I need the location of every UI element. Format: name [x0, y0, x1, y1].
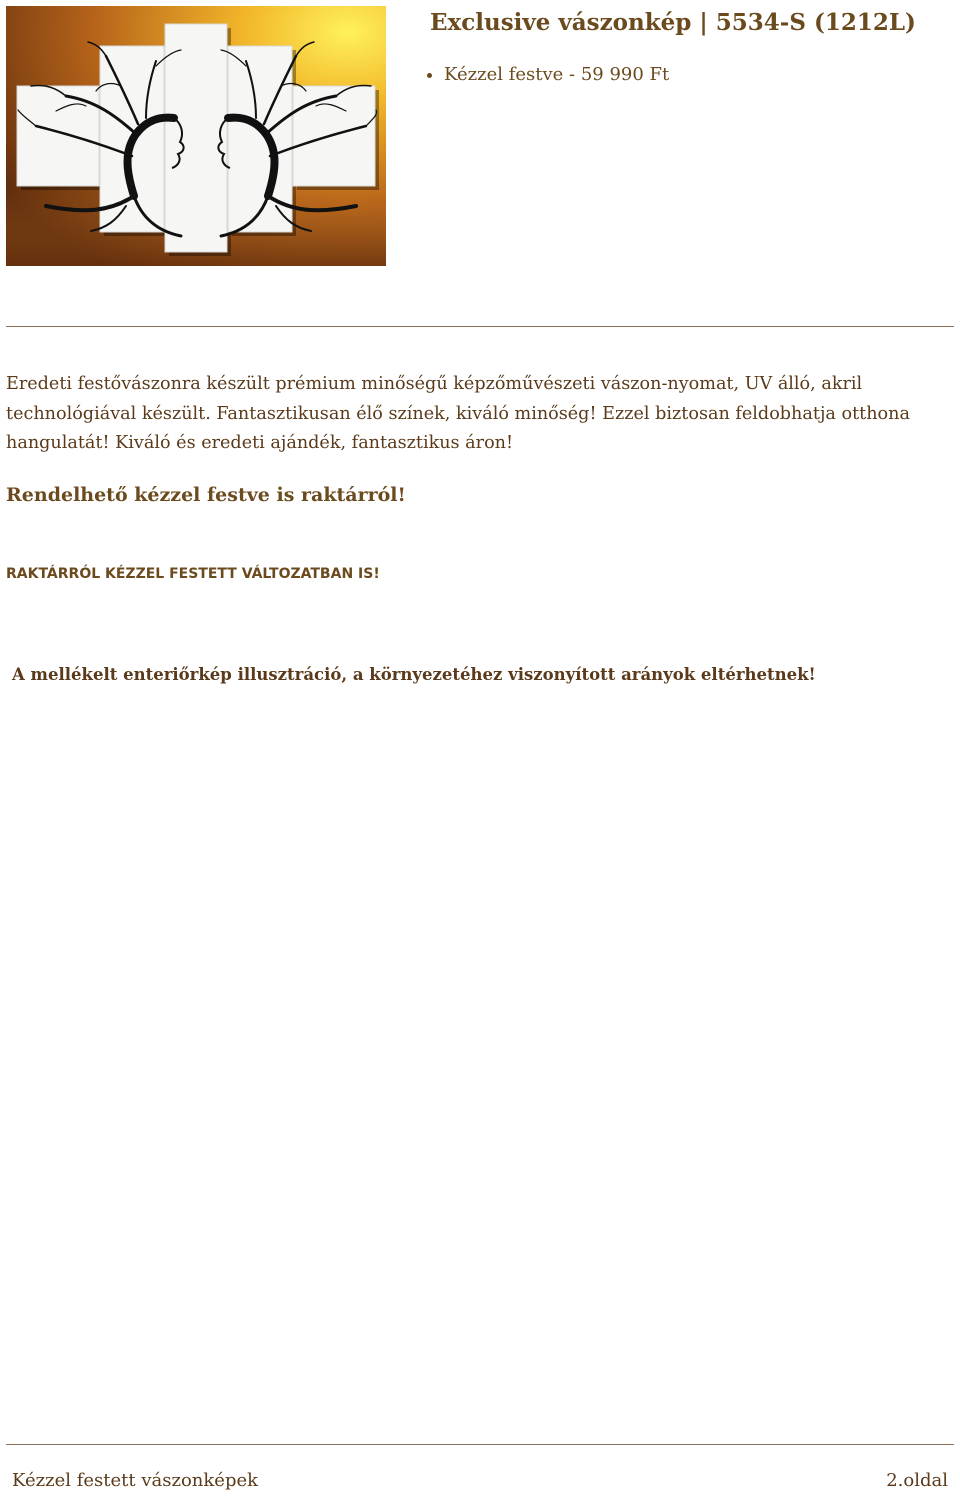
image-disclaimer: A mellékelt enteriőrkép illusztráció, a környezetéhez viszonyított arányok eltérhetnek!	[12, 665, 816, 684]
stock-note: RAKTÁRRÓL KÉZZEL FESTETT VÁLTOZATBAN IS!	[6, 566, 380, 582]
variant-item[interactable]: • Kézzel festve - 59 990 Ft	[444, 60, 669, 90]
divider-top	[6, 326, 954, 327]
variant-list	[426, 60, 669, 90]
product-image	[6, 6, 386, 266]
divider-bottom	[6, 1444, 954, 1445]
product-title: Exclusive vászonkép | 5534-S (1212L)	[430, 9, 916, 36]
footer-site-name: Kézzel festett vászonképek	[12, 1470, 259, 1491]
product-description: Eredeti festővászonra készült prémium minőségű képzőművészeti vászon-nyomat, UV álló, akril technológiával készült. Fantasztikusan élő színek, kiváló minőség! Ezzel biztosan feldobhatja otthona hangulatát! Kiváló és eredeti ajándék, fantasztikus áron!	[6, 374, 910, 453]
footer-page-number: 2.oldal	[886, 1470, 948, 1491]
availability-heading: Rendelhető kézzel festve is raktárról!	[6, 484, 406, 506]
